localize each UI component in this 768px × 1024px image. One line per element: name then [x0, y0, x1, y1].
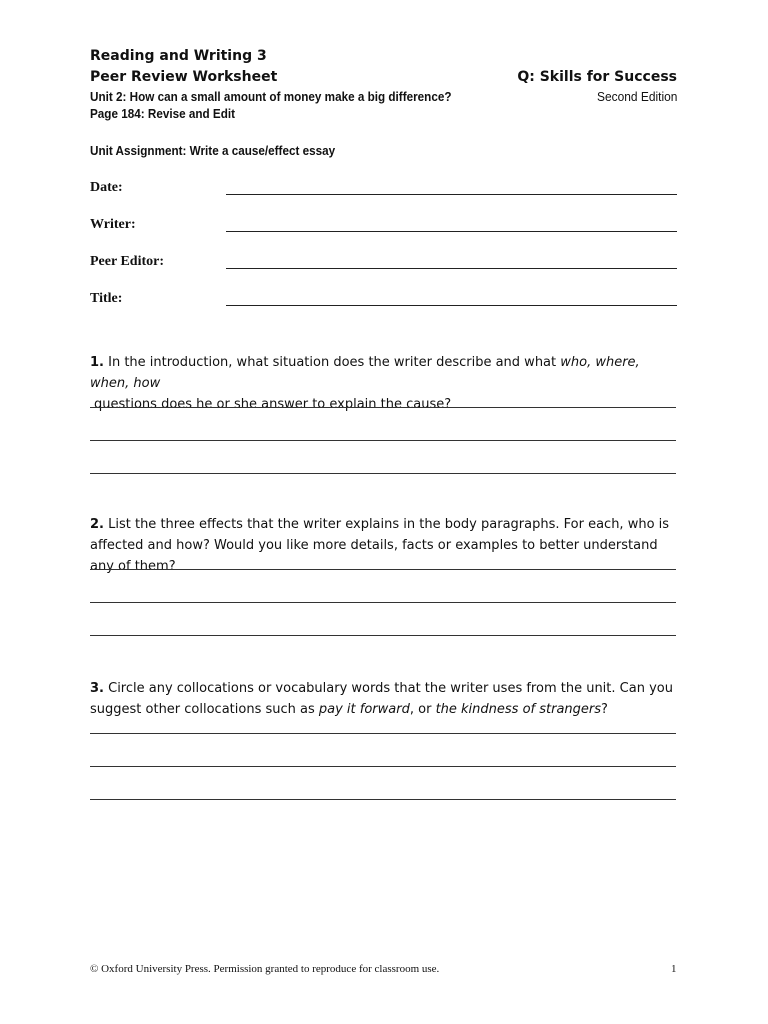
- question-2-text: List the three effects that the writer explains in the body paragraphs. For each, who is affected and how? Would you like more details, facts or examples to better understand any of them?: [90, 517, 670, 574]
- unit-title: Unit 2: How can a small amount of money make a big difference?: [90, 89, 452, 104]
- answer-line[interactable]: [90, 799, 676, 800]
- answer-line[interactable]: [90, 473, 676, 474]
- answer-line[interactable]: [90, 407, 676, 408]
- question-3: [90, 678, 678, 720]
- writer-line[interactable]: [226, 231, 677, 232]
- question-3-text: Circle any collocations or vocabulary words that the writer uses from the unit. Can you suggest other collocations such as: [90, 681, 673, 717]
- answer-line[interactable]: [90, 569, 676, 570]
- date-line[interactable]: [226, 194, 677, 195]
- question-3-italic-2: the kindness of strangers: [435, 702, 602, 717]
- question-1: [90, 352, 678, 415]
- question-3-number: 3.: [90, 681, 104, 696]
- question-3-text-c: ?: [601, 702, 608, 717]
- question-1-text: In the introduction, what situation does the writer describe and what: [103, 355, 561, 370]
- peer-editor-line[interactable]: [226, 268, 677, 269]
- copyright-footer: © Oxford University Press. Permission granted to reproduce for classroom use.: [90, 963, 440, 975]
- answer-line[interactable]: [90, 733, 676, 734]
- course-title: Reading and Writing 3: [90, 48, 267, 64]
- writer-label: Writer:: [90, 217, 136, 232]
- answer-line[interactable]: [90, 766, 676, 767]
- unit-assignment: Unit Assignment: Write a cause/effect essay: [90, 143, 336, 158]
- question-3-italic-1: pay it forward: [318, 702, 410, 717]
- answer-line[interactable]: [90, 602, 676, 603]
- answer-line[interactable]: [90, 635, 676, 636]
- question-2: [90, 514, 678, 577]
- question-1-number: 1.: [90, 355, 104, 370]
- page-reference: Page 184: Revise and Edit: [90, 106, 236, 121]
- question-1-italic: who, where, when, how: [90, 355, 640, 391]
- page-number: 1: [671, 963, 677, 975]
- title-line[interactable]: [226, 305, 677, 306]
- answer-line[interactable]: [90, 440, 676, 441]
- question-1-text-continued: questions does he or she answer to explain the cause?: [94, 397, 452, 412]
- peer-editor-label: Peer Editor:: [90, 254, 164, 269]
- edition-label: Second Edition: [596, 89, 677, 104]
- brand-title: Q: Skills for Success: [517, 69, 677, 85]
- title-label: Title:: [90, 291, 123, 306]
- worksheet-title: Peer Review Worksheet: [90, 69, 278, 85]
- question-3-text-b: , or: [409, 702, 436, 717]
- date-label: Date:: [90, 180, 123, 195]
- question-2-number: 2.: [90, 517, 104, 532]
